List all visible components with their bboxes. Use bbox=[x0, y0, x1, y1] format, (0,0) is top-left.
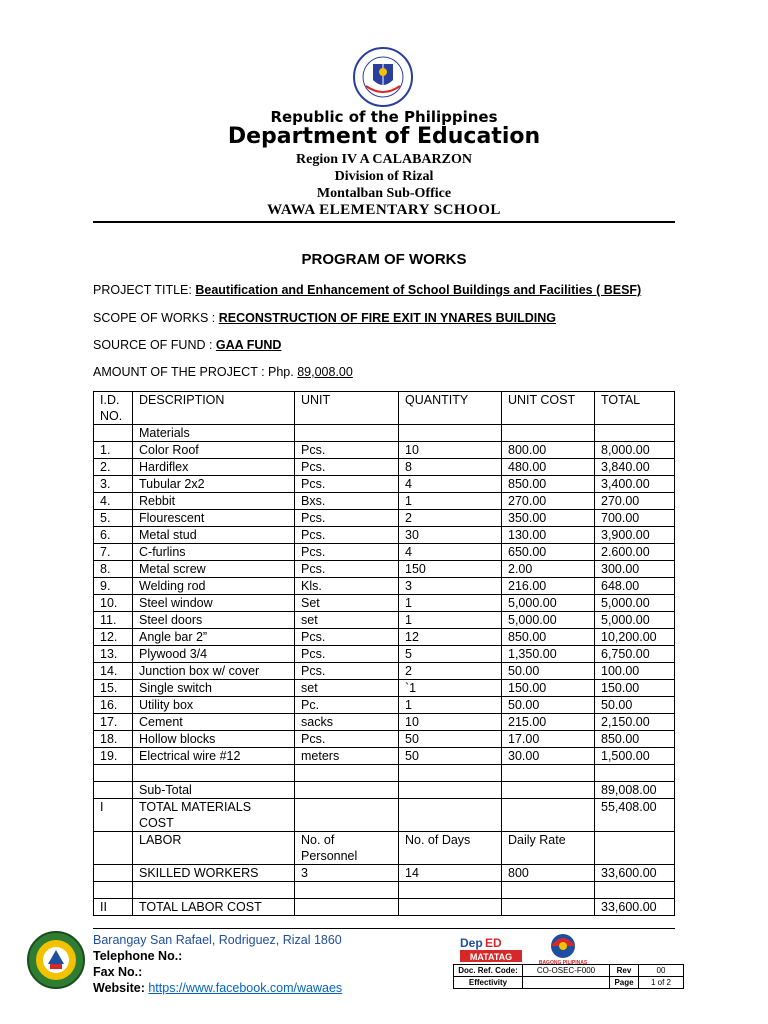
cell-unit-cost: 800 bbox=[502, 865, 595, 882]
cell-unit-cost: 5,000.00 bbox=[502, 595, 595, 612]
cell-description: Cement bbox=[133, 714, 295, 731]
table-row bbox=[94, 646, 675, 663]
cell-description: Hardiflex bbox=[133, 459, 295, 476]
cell-unit: Pcs. bbox=[295, 527, 399, 544]
cell-total: 33,600.00 bbox=[595, 899, 675, 916]
cell-total: 3,400.00 bbox=[595, 476, 675, 493]
cell-unit bbox=[295, 765, 399, 782]
cell-unit-cost: 800.00 bbox=[502, 442, 595, 459]
cell-unit-cost: 216.00 bbox=[502, 578, 595, 595]
table-row bbox=[94, 527, 675, 544]
table-row bbox=[94, 493, 675, 510]
header-unit-cost: UNIT COST bbox=[502, 392, 595, 425]
amount-value: 89,008.00 bbox=[297, 365, 353, 379]
cell-id: 17. bbox=[94, 714, 133, 731]
cell-unit: Bxs. bbox=[295, 493, 399, 510]
cell-id bbox=[94, 425, 133, 442]
cell-description: Materials bbox=[133, 425, 295, 442]
table-row bbox=[94, 882, 675, 899]
program-of-works-table bbox=[93, 391, 675, 916]
cell-id: 10. bbox=[94, 595, 133, 612]
cell-id: 6. bbox=[94, 527, 133, 544]
table-body bbox=[94, 425, 675, 916]
cell-quantity: 2 bbox=[399, 663, 502, 680]
cell-quantity: 2 bbox=[399, 510, 502, 527]
cell-unit bbox=[295, 799, 399, 832]
cell-quantity: 1 bbox=[399, 612, 502, 629]
cell-quantity: 3 bbox=[399, 578, 502, 595]
deped-matatag-logo bbox=[458, 934, 524, 966]
cell-description: Single switch bbox=[133, 680, 295, 697]
cell-description: Color Roof bbox=[133, 442, 295, 459]
cell-description bbox=[133, 882, 295, 899]
department-heading: Department of Education bbox=[227, 124, 541, 149]
cell-total: 55,408.00 bbox=[595, 799, 675, 832]
deped-seal-logo bbox=[348, 46, 418, 108]
cell-total: 10,200.00 bbox=[595, 629, 675, 646]
cell-description bbox=[133, 765, 295, 782]
cell-id: 4. bbox=[94, 493, 133, 510]
table-row bbox=[94, 832, 675, 865]
effectivity-value bbox=[523, 977, 610, 989]
cell-total: 270.00 bbox=[595, 493, 675, 510]
cell-quantity: 50 bbox=[399, 731, 502, 748]
cell-id: 5. bbox=[94, 510, 133, 527]
cell-description: Sub-Total bbox=[133, 782, 295, 799]
cell-quantity: 1 bbox=[399, 697, 502, 714]
scope-line bbox=[93, 311, 556, 325]
cell-unit: Pcs. bbox=[295, 476, 399, 493]
cell-total: 2,150.00 bbox=[595, 714, 675, 731]
cell-total: 300.00 bbox=[595, 561, 675, 578]
cell-total bbox=[595, 765, 675, 782]
table-row bbox=[94, 459, 675, 476]
cell-unit-cost bbox=[502, 882, 595, 899]
rev-value: 00 bbox=[639, 965, 684, 977]
cell-total: 6,750.00 bbox=[595, 646, 675, 663]
cell-quantity: 1 bbox=[399, 493, 502, 510]
footer-contact bbox=[93, 932, 342, 996]
cell-description: Welding rod bbox=[133, 578, 295, 595]
cell-id: II bbox=[94, 899, 133, 916]
table-row bbox=[94, 612, 675, 629]
cell-description: Steel window bbox=[133, 595, 295, 612]
project-title-value: Beautification and Enhancement of School Buildings and Facilities ( BESF) bbox=[195, 283, 642, 297]
cell-unit: No. of Personnel bbox=[295, 832, 399, 865]
cell-description: Angle bar 2” bbox=[133, 629, 295, 646]
table-row bbox=[94, 425, 675, 442]
cell-total: 50.00 bbox=[595, 697, 675, 714]
footer-website-link[interactable]: https://www.facebook.com/wawaes bbox=[148, 981, 343, 995]
cell-unit-cost bbox=[502, 765, 595, 782]
cell-id: 3. bbox=[94, 476, 133, 493]
cell-total: 648.00 bbox=[595, 578, 675, 595]
svg-text:BAGONG PILIPINAS: BAGONG PILIPINAS bbox=[538, 960, 588, 966]
cell-description: TOTAL MATERIALS COST bbox=[133, 799, 295, 832]
table-row bbox=[94, 629, 675, 646]
cell-unit-cost: 850.00 bbox=[502, 629, 595, 646]
cell-unit-cost: 50.00 bbox=[502, 697, 595, 714]
cell-total: 3,900.00 bbox=[595, 527, 675, 544]
cell-unit: Pcs. bbox=[295, 629, 399, 646]
cell-total bbox=[595, 832, 675, 865]
cell-quantity bbox=[399, 425, 502, 442]
cell-id: 8. bbox=[94, 561, 133, 578]
table-row bbox=[94, 561, 675, 578]
cell-id bbox=[94, 865, 133, 882]
cell-quantity: 1 bbox=[399, 595, 502, 612]
cell-unit-cost: 17.00 bbox=[502, 731, 595, 748]
project-title-line bbox=[93, 283, 641, 297]
cell-description: C-furlins bbox=[133, 544, 295, 561]
table-row bbox=[94, 714, 675, 731]
document-title: PROGRAM OF WORKS bbox=[301, 251, 467, 268]
cell-total: 3,840.00 bbox=[595, 459, 675, 476]
rev-label: Rev bbox=[610, 965, 639, 977]
school-logo bbox=[26, 930, 86, 990]
cell-unit: set bbox=[295, 680, 399, 697]
cell-quantity: `1 bbox=[399, 680, 502, 697]
cell-total: 33,600.00 bbox=[595, 865, 675, 882]
table-row bbox=[94, 799, 675, 832]
cell-description: Plywood 3/4 bbox=[133, 646, 295, 663]
cell-quantity: 5 bbox=[399, 646, 502, 663]
cell-quantity: 30 bbox=[399, 527, 502, 544]
cell-unit: Pcs. bbox=[295, 646, 399, 663]
cell-unit: Kls. bbox=[295, 578, 399, 595]
cell-id: 12. bbox=[94, 629, 133, 646]
cell-unit-cost: 350.00 bbox=[502, 510, 595, 527]
cell-id bbox=[94, 782, 133, 799]
amount-line bbox=[93, 365, 353, 379]
cell-unit-cost: 2.00 bbox=[502, 561, 595, 578]
page-value: 1 of 2 bbox=[639, 977, 684, 989]
effectivity-label: Effectivity bbox=[454, 977, 523, 989]
cell-unit-cost: 50.00 bbox=[502, 663, 595, 680]
cell-unit: Pcs. bbox=[295, 561, 399, 578]
cell-quantity: No. of Days bbox=[399, 832, 502, 865]
cell-unit-cost bbox=[502, 899, 595, 916]
fund-value: GAA FUND bbox=[215, 338, 282, 352]
footer-telephone: Telephone No.: bbox=[93, 949, 183, 963]
cell-quantity bbox=[399, 765, 502, 782]
cell-id: 19. bbox=[94, 748, 133, 765]
cell-quantity: 50 bbox=[399, 748, 502, 765]
cell-total: 5,000.00 bbox=[595, 612, 675, 629]
cell-description: Rebbit bbox=[133, 493, 295, 510]
cell-quantity: 4 bbox=[399, 476, 502, 493]
cell-unit: Pcs. bbox=[295, 442, 399, 459]
cell-unit-cost: Daily Rate bbox=[502, 832, 595, 865]
project-title-label: PROJECT TITLE: bbox=[93, 283, 196, 297]
cell-unit-cost bbox=[502, 799, 595, 832]
table-header-row bbox=[94, 392, 675, 425]
cell-unit: Set bbox=[295, 595, 399, 612]
cell-unit: 3 bbox=[295, 865, 399, 882]
cell-unit-cost: 5,000.00 bbox=[502, 612, 595, 629]
cell-description: Electrical wire #12 bbox=[133, 748, 295, 765]
cell-unit: Pcs. bbox=[295, 459, 399, 476]
cell-id: 14. bbox=[94, 663, 133, 680]
cell-total: 5,000.00 bbox=[595, 595, 675, 612]
cell-quantity bbox=[399, 882, 502, 899]
table-row bbox=[94, 595, 675, 612]
header-description: DESCRIPTION bbox=[133, 392, 295, 425]
cell-unit: Pc. bbox=[295, 697, 399, 714]
cell-description: Steel doors bbox=[133, 612, 295, 629]
cell-id: 18. bbox=[94, 731, 133, 748]
header-id: I.D. NO. bbox=[94, 392, 133, 425]
doc-ref-label: Doc. Ref. Code: bbox=[454, 965, 523, 977]
cell-description: Flourescent bbox=[133, 510, 295, 527]
fund-line bbox=[93, 338, 281, 352]
page-label: Page bbox=[610, 977, 639, 989]
cell-id: 16. bbox=[94, 697, 133, 714]
bagong-pilipinas-logo bbox=[534, 932, 592, 966]
suboffice-heading: Montalban Sub-Office bbox=[316, 186, 452, 201]
header-total: TOTAL bbox=[595, 392, 675, 425]
table-row bbox=[94, 510, 675, 527]
table-row bbox=[94, 442, 675, 459]
cell-total: 1,500.00 bbox=[595, 748, 675, 765]
cell-unit-cost: 480.00 bbox=[502, 459, 595, 476]
table-row bbox=[94, 578, 675, 595]
cell-unit-cost: 850.00 bbox=[502, 476, 595, 493]
region-heading: Region IV A CALABARZON bbox=[296, 152, 472, 167]
svg-text:Dep: Dep bbox=[460, 936, 483, 950]
cell-unit-cost: 215.00 bbox=[502, 714, 595, 731]
cell-unit: Pcs. bbox=[295, 731, 399, 748]
cell-unit: set bbox=[295, 612, 399, 629]
cell-description: Utility box bbox=[133, 697, 295, 714]
header-unit: UNIT bbox=[295, 392, 399, 425]
cell-total: 150.00 bbox=[595, 680, 675, 697]
cell-quantity: 8 bbox=[399, 459, 502, 476]
cell-unit: Pcs. bbox=[295, 544, 399, 561]
cell-description: TOTAL LABOR COST bbox=[133, 899, 295, 916]
school-name: WAWA ELEMENTARY SCHOOL bbox=[267, 202, 501, 218]
cell-unit: sacks bbox=[295, 714, 399, 731]
cell-unit-cost: 270.00 bbox=[502, 493, 595, 510]
cell-total bbox=[595, 425, 675, 442]
table-row bbox=[94, 663, 675, 680]
footer-fax: Fax No.: bbox=[93, 965, 143, 979]
cell-unit bbox=[295, 899, 399, 916]
cell-id: 2. bbox=[94, 459, 133, 476]
cell-quantity: 10 bbox=[399, 442, 502, 459]
cell-id: I bbox=[94, 799, 133, 832]
cell-description: SKILLED WORKERS bbox=[133, 865, 295, 882]
table-row bbox=[94, 748, 675, 765]
cell-quantity bbox=[399, 782, 502, 799]
cell-quantity: 4 bbox=[399, 544, 502, 561]
scope-value: RECONSTRUCTION OF FIRE EXIT IN YNARES BUILDING bbox=[218, 311, 557, 325]
header-quantity: QUANTITY bbox=[399, 392, 502, 425]
cell-unit: meters bbox=[295, 748, 399, 765]
cell-quantity: 12 bbox=[399, 629, 502, 646]
svg-text:MATATAG: MATATAG bbox=[469, 952, 513, 962]
table-row bbox=[94, 899, 675, 916]
cell-unit-cost: 130.00 bbox=[502, 527, 595, 544]
division-heading: Division of Rizal bbox=[334, 169, 434, 184]
cell-unit-cost: 150.00 bbox=[502, 680, 595, 697]
table-row bbox=[94, 680, 675, 697]
cell-id: 1. bbox=[94, 442, 133, 459]
cell-total: 100.00 bbox=[595, 663, 675, 680]
cell-id: 7. bbox=[94, 544, 133, 561]
cell-unit-cost bbox=[502, 782, 595, 799]
cell-description: LABOR bbox=[133, 832, 295, 865]
cell-total bbox=[595, 882, 675, 899]
table-row bbox=[94, 697, 675, 714]
cell-quantity bbox=[399, 899, 502, 916]
table-row bbox=[94, 476, 675, 493]
header-divider bbox=[93, 221, 675, 223]
cell-total: 8,000.00 bbox=[595, 442, 675, 459]
cell-description: Junction box w/ cover bbox=[133, 663, 295, 680]
cell-description: Tubular 2x2 bbox=[133, 476, 295, 493]
cell-total: 2.600.00 bbox=[595, 544, 675, 561]
cell-id: 15. bbox=[94, 680, 133, 697]
cell-unit-cost: 1,350.00 bbox=[502, 646, 595, 663]
cell-unit: Pcs. bbox=[295, 510, 399, 527]
cell-total: 700.00 bbox=[595, 510, 675, 527]
footer-address: Barangay San Rafael, Rodriguez, Rizal 1860 bbox=[93, 933, 342, 947]
cell-quantity: 150 bbox=[399, 561, 502, 578]
cell-unit-cost bbox=[502, 425, 595, 442]
cell-total: 850.00 bbox=[595, 731, 675, 748]
cell-description: Hollow blocks bbox=[133, 731, 295, 748]
svg-text:ED: ED bbox=[485, 936, 502, 950]
amount-label: AMOUNT OF THE PROJECT : Php. bbox=[93, 365, 298, 379]
doc-ref-value: CO-OSEC-F000 bbox=[523, 965, 610, 977]
cell-unit-cost: 650.00 bbox=[502, 544, 595, 561]
republic-heading: Republic of the Philippines bbox=[270, 108, 498, 126]
table-row bbox=[94, 765, 675, 782]
table-row bbox=[94, 782, 675, 799]
cell-quantity: 10 bbox=[399, 714, 502, 731]
cell-unit bbox=[295, 782, 399, 799]
footer-website-label: Website: bbox=[93, 981, 149, 995]
table-row bbox=[94, 731, 675, 748]
table-row bbox=[94, 865, 675, 882]
cell-id: 11. bbox=[94, 612, 133, 629]
cell-id bbox=[94, 765, 133, 782]
cell-description: Metal stud bbox=[133, 527, 295, 544]
fund-label: SOURCE OF FUND : bbox=[93, 338, 216, 352]
cell-id bbox=[94, 832, 133, 865]
cell-quantity bbox=[399, 799, 502, 832]
scope-label: SCOPE OF WORKS : bbox=[93, 311, 219, 325]
cell-id bbox=[94, 882, 133, 899]
table-row bbox=[94, 544, 675, 561]
cell-unit bbox=[295, 882, 399, 899]
document-control-table bbox=[453, 964, 684, 989]
cell-unit bbox=[295, 425, 399, 442]
footer-divider bbox=[93, 928, 675, 929]
cell-quantity: 14 bbox=[399, 865, 502, 882]
cell-total: 89,008.00 bbox=[595, 782, 675, 799]
cell-description: Metal screw bbox=[133, 561, 295, 578]
cell-id: 9. bbox=[94, 578, 133, 595]
cell-unit-cost: 30.00 bbox=[502, 748, 595, 765]
cell-unit: Pcs. bbox=[295, 663, 399, 680]
cell-id: 13. bbox=[94, 646, 133, 663]
